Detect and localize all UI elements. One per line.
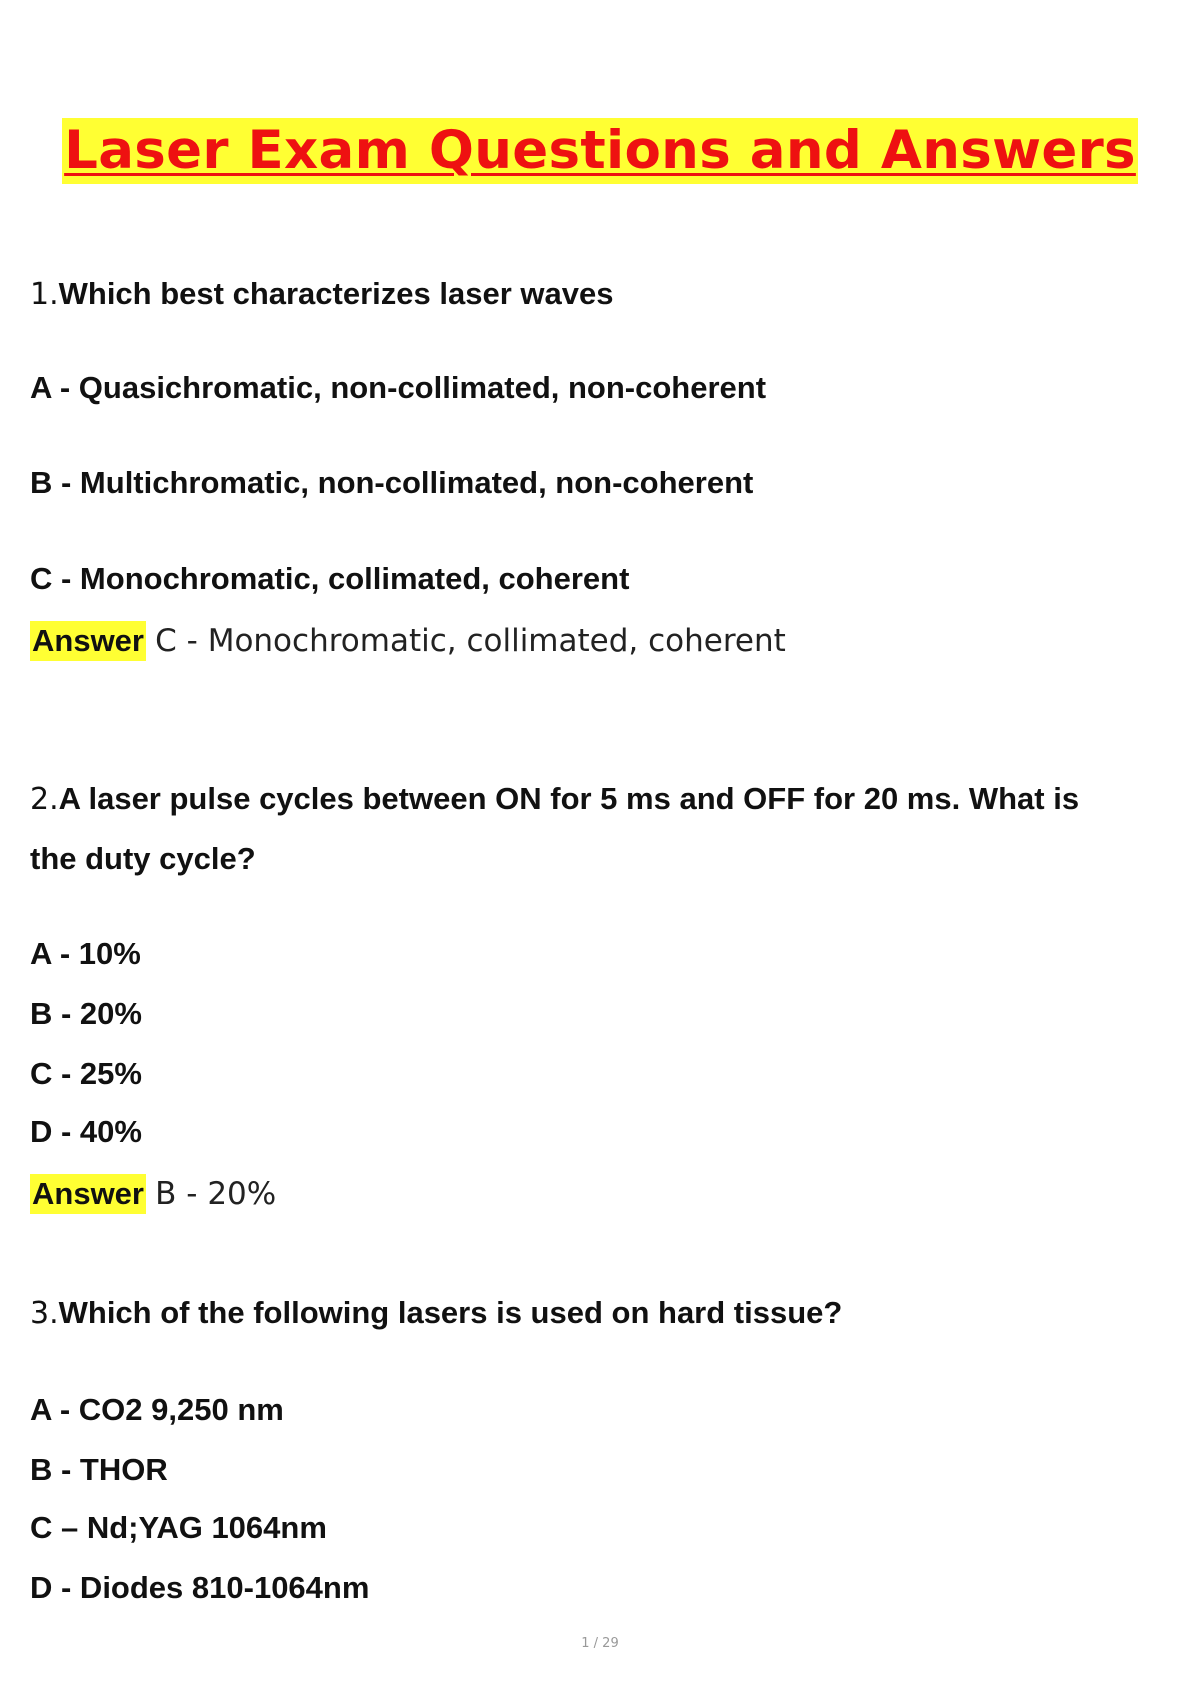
question-2-line-2: the duty cycle? xyxy=(30,841,256,876)
question-1-answer xyxy=(30,619,786,662)
document-title: Laser Exam Questions and Answers xyxy=(62,118,1138,184)
question-3-option-a: A - CO2 9,250 nm xyxy=(30,1392,284,1427)
page-number: 1 / 29 xyxy=(581,1636,619,1651)
question-2-answer xyxy=(30,1172,276,1215)
question-2 xyxy=(30,779,1079,820)
question-2-option-c: C - 25% xyxy=(30,1056,142,1091)
question-3 xyxy=(30,1293,842,1334)
question-1-option-c: C - Monochromatic, collimated, coherent xyxy=(30,561,630,596)
question-3-option-c: C – Nd;YAG 1064nm xyxy=(30,1510,327,1545)
question-1-option-b: B - Multichromatic, non-collimated, non-coherent xyxy=(30,465,754,500)
question-text-line-1: A laser pulse cycles between ON for 5 ms and OFF for 20 ms. What is xyxy=(58,781,1080,816)
question-2-option-a: A - 10% xyxy=(30,936,141,971)
question-text: Which of the following lasers is used on hard tissue? xyxy=(58,1295,843,1330)
question-1-option-a: A - Quasichromatic, non-collimated, non-coherent xyxy=(30,370,767,405)
question-number: 3. xyxy=(30,1296,59,1331)
title-container xyxy=(0,118,1200,184)
answer-label: Answer xyxy=(30,621,146,661)
question-number: 1. xyxy=(30,277,59,312)
question-1 xyxy=(30,274,613,315)
question-2-option-d: D - 40% xyxy=(30,1114,142,1149)
answer-text: C - Monochromatic, collimated, coherent xyxy=(155,623,786,659)
question-number: 2. xyxy=(30,782,59,817)
answer-text: B - 20% xyxy=(155,1176,277,1212)
question-3-option-d: D - Diodes 810-1064nm xyxy=(30,1570,370,1605)
question-2-option-b: B - 20% xyxy=(30,996,142,1031)
answer-label: Answer xyxy=(30,1174,146,1214)
question-text: Which best characterizes laser waves xyxy=(58,276,614,311)
question-3-option-b: B - THOR xyxy=(30,1452,168,1487)
